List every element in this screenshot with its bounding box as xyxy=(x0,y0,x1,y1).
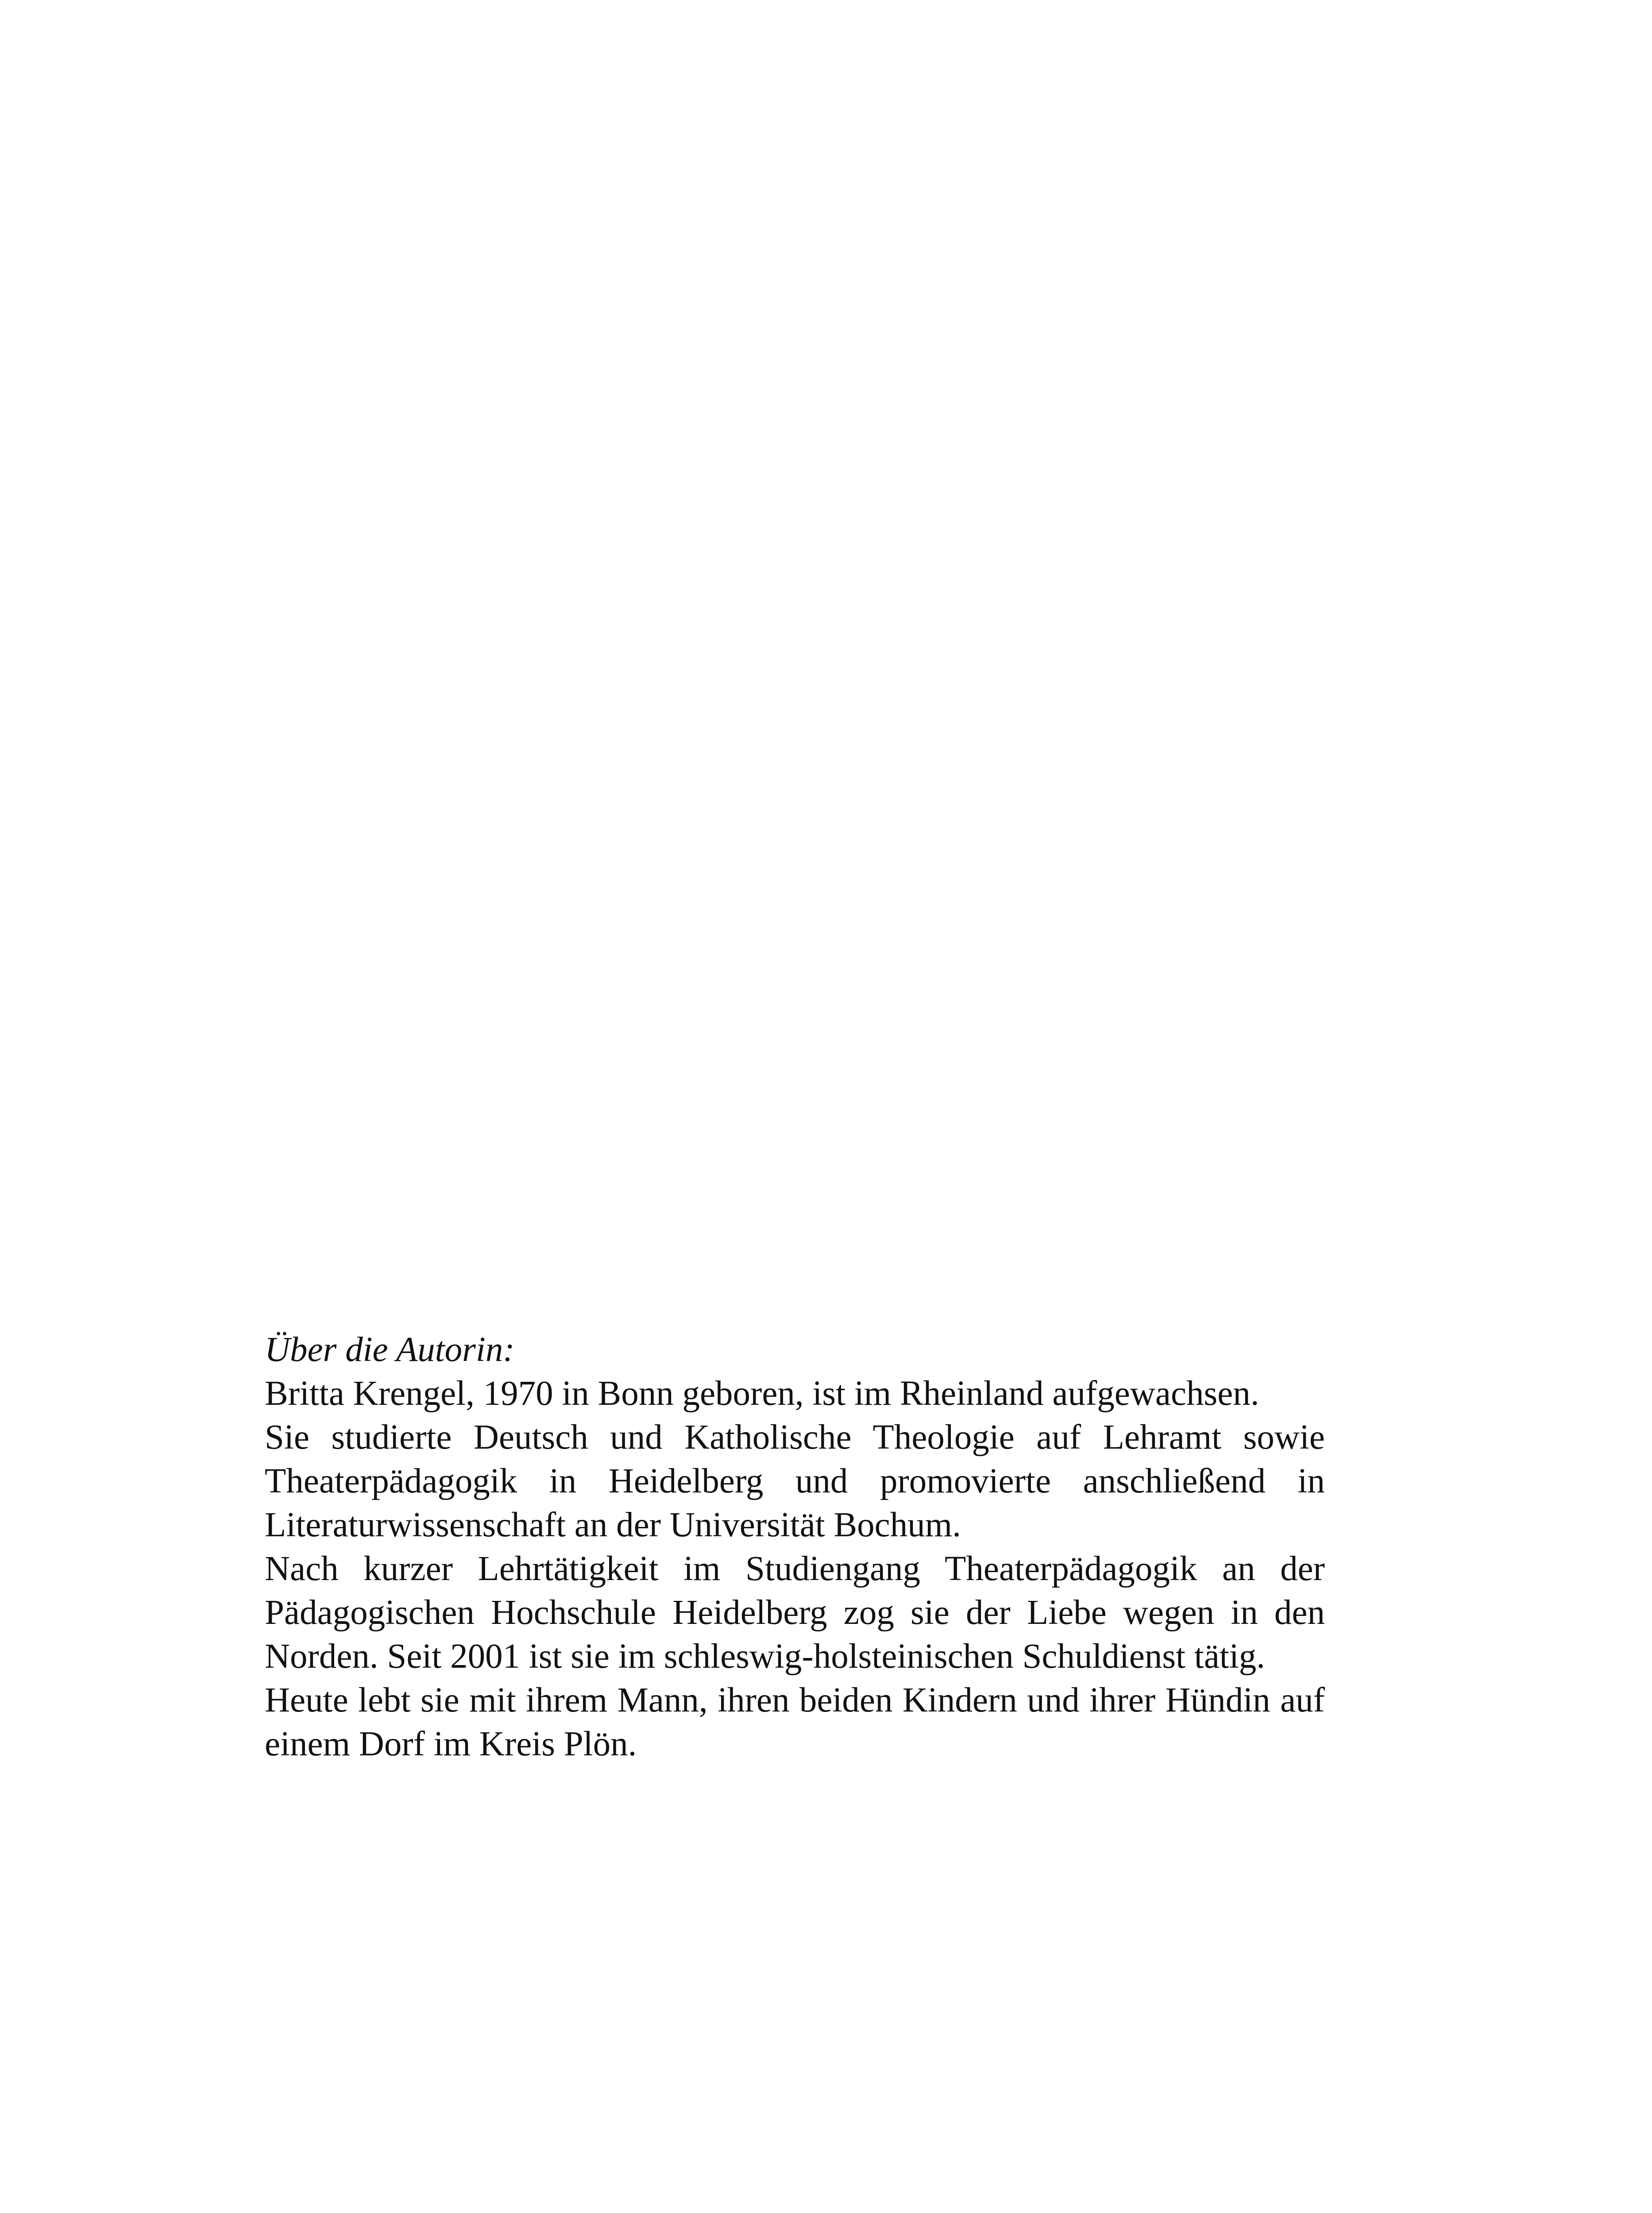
bio-paragraph-career: Nach kurzer Lehrtätigkeit im Studiengang Theaterpädagogik an der Pädagogischen Hochschule Heidelberg zog sie der Liebe wegen in den Norden. Seit 2001 ist sie im schleswig-holsteinischen Schuldienst tätig. xyxy=(265,1550,1325,1676)
author-bio xyxy=(265,1328,1325,1766)
bio-paragraph-education: Sie studierte Deutsch und Katholische Theologie auf Lehramt sowie Theaterpädagogik in Heidelberg und promovierte anschließend in Literaturwissenschaft an der Universität Bochum. xyxy=(265,1418,1325,1544)
bio-paragraph-family: Heute lebt sie mit ihrem Mann, ihren beiden Kindern und ihrer Hündin auf einem Dorf im Kreis Plön. xyxy=(265,1681,1325,1763)
author-bio-heading: Über die Autorin: xyxy=(265,1330,515,1369)
bio-paragraph-birth: Britta Krengel, 1970 in Bonn geboren, ist im Rheinland aufgewachsen. xyxy=(265,1374,1259,1413)
